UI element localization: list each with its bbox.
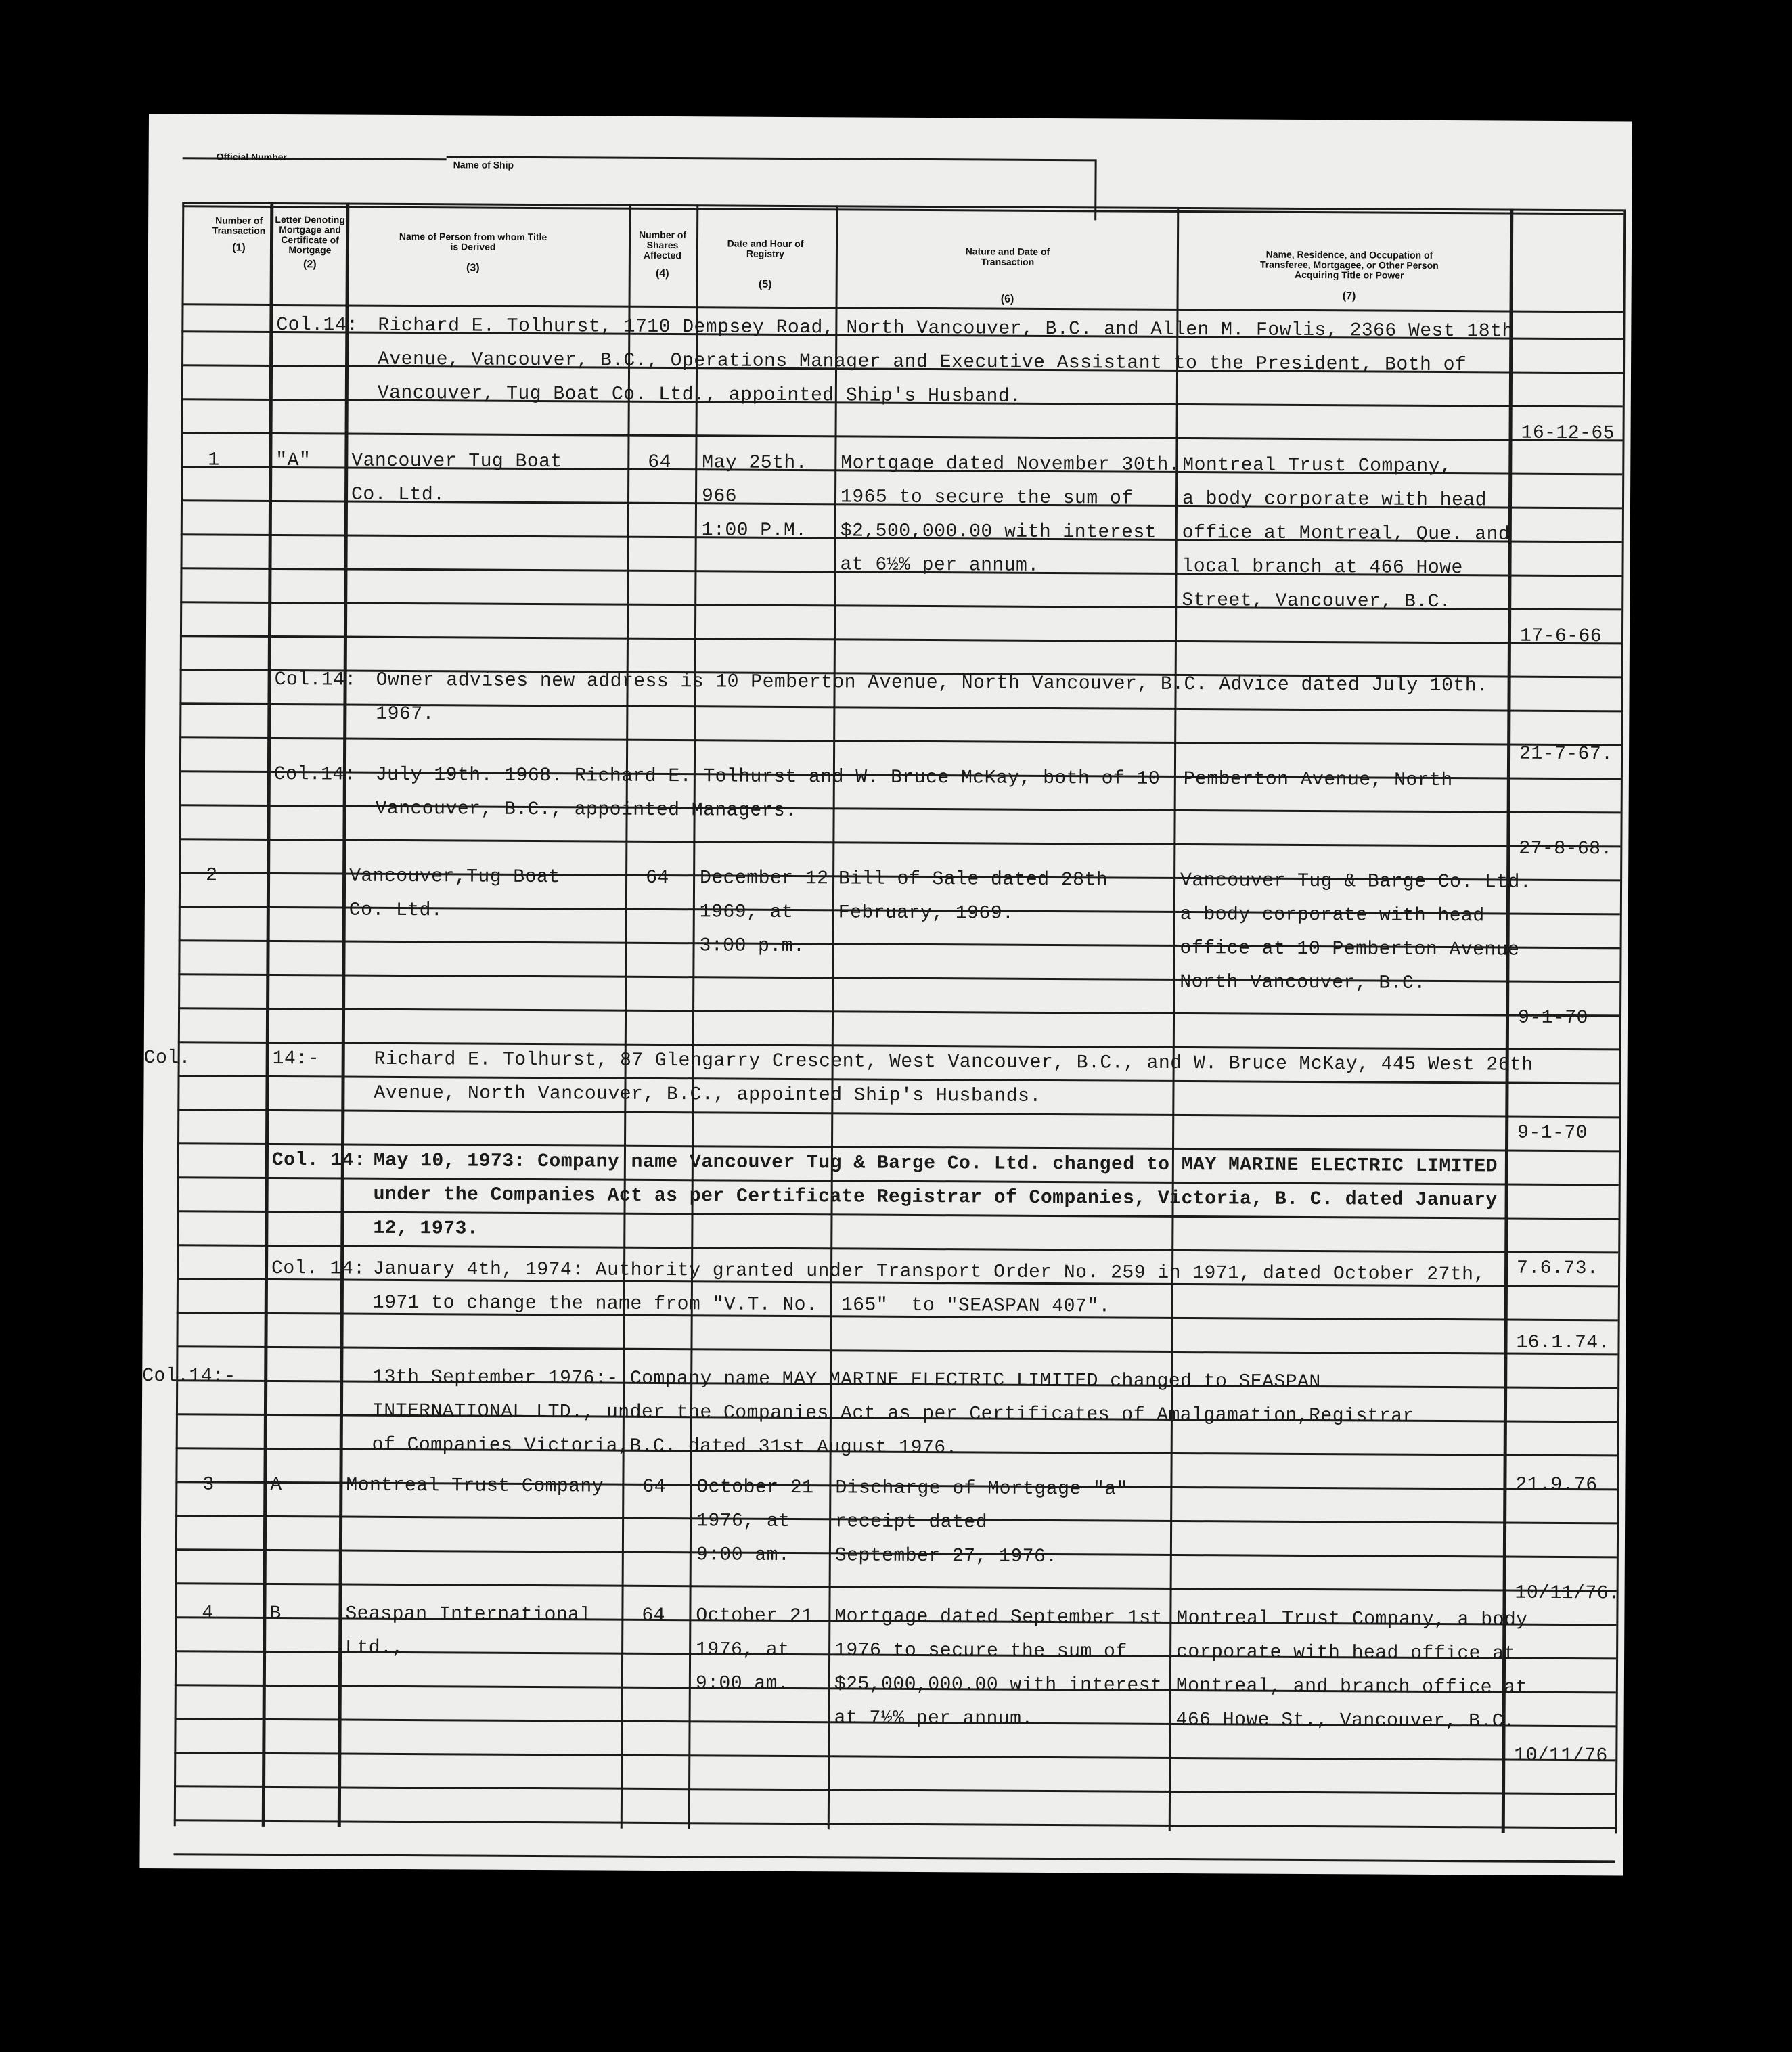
- registry-date: 1969, at: [699, 901, 794, 924]
- transferor-name: Seaspan International: [345, 1603, 591, 1626]
- transaction-nature: $2,500,000.00 with interest: [840, 520, 1157, 543]
- registry-date: December 12: [700, 868, 829, 890]
- transferee-details: North Vancouver, B.C.: [1180, 971, 1426, 994]
- transaction-nature: Discharge of Mortgage "a": [835, 1477, 1129, 1500]
- transferee-details: Montreal Trust Company,: [1182, 455, 1452, 478]
- transferee-details: a body corporate with head: [1180, 904, 1485, 927]
- rule-line: [179, 736, 1621, 746]
- transaction-nature: $25,000,000.00 with interest: [834, 1674, 1163, 1697]
- entry-text-line: INTERNATIONAL LTD., under the Companies Act as per Certificates of Amalgamation,Registrar: [372, 1400, 1414, 1427]
- entry-text-line: under the Companies Act as per Certificate Registrar of Companies, Victoria, B. C. dated January: [373, 1184, 1498, 1211]
- registry-date: 9:00 am.: [695, 1673, 790, 1695]
- rule-line: [177, 1109, 1619, 1118]
- entry-text-line: May 10, 1973: Company name Vancouver Tug & Barge Co. Ltd. changed to MAY MARINE ELECTRIC LIMITED: [373, 1150, 1498, 1178]
- transaction-number: 1: [208, 449, 220, 471]
- transaction-number: Col.: [143, 1047, 191, 1069]
- transferee-details: corporate with head office at: [1176, 1641, 1516, 1665]
- transferee-details: 466 Howe St., Vancouver, B.C.: [1175, 1709, 1516, 1733]
- rule-line: [180, 635, 1621, 644]
- transaction-nature: September 27, 1976.: [834, 1545, 1058, 1568]
- mortgage-letter: Col.14:: [274, 669, 357, 691]
- shares-affected: 64: [646, 867, 669, 889]
- registry-date: 966: [701, 486, 738, 508]
- mortgage-letter: Col. 14:: [271, 1257, 365, 1280]
- entry-text-line: 1971 to change the name from "V.T. No. 165" to "SEASPAN 407".: [372, 1292, 1111, 1318]
- shares-affected: 64: [642, 1605, 666, 1627]
- transaction-nature: at 6½% per annum.: [840, 554, 1039, 577]
- mortgage-letter: 14:-: [272, 1048, 319, 1070]
- rule-line: [177, 1244, 1618, 1253]
- transaction-number: 4: [202, 1603, 214, 1624]
- registry-date: 1976, at: [696, 1511, 790, 1532]
- transferee-details: Montreal Trust Company, a body: [1176, 1607, 1528, 1631]
- entry-text-line: Richard E. Tolhurst, 87 Glengarry Crescent, West Vancouver, B.C., and W. Bruce McKay, 445 West 26th: [374, 1048, 1533, 1076]
- transaction-nature: Bill of Sale dated 28th: [838, 868, 1108, 891]
- mortgage-letter: Col. 14:: [271, 1149, 366, 1172]
- official-number-label: Official Number: [216, 151, 287, 163]
- transferee-details: Montreal, and branch office at: [1175, 1675, 1528, 1699]
- transferee-details: a body corporate with head: [1182, 489, 1487, 512]
- transferor-name: Vancouver Tug Boat: [351, 450, 562, 473]
- transferee-details: Street, Vancouver, B.C.: [1182, 590, 1452, 613]
- rule-line: [175, 1582, 1617, 1592]
- rule-line: [179, 838, 1620, 847]
- entry-date: 21.9.76: [1515, 1474, 1598, 1496]
- column-header-4: Number of Shares Affected (4): [639, 229, 687, 280]
- entry-date: 27-8-68.: [1519, 838, 1613, 860]
- entry-text-line: January 4th, 1974: Authority granted under Transport Order No. 259 in 1971, dated October 27th,: [372, 1258, 1485, 1286]
- registry-date: 1976, at: [696, 1639, 790, 1661]
- column-header-5: Date and Hour of Registry (5): [727, 238, 804, 290]
- entry-date: 16.1.74.: [1516, 1332, 1611, 1354]
- mortgage-letter: Col.14:: [276, 314, 359, 336]
- entry-date: 21-7-67.: [1519, 743, 1613, 765]
- column-header-3: Name of Person from whom Title is Derived (3): [399, 230, 547, 274]
- registry-date: October 21: [696, 1605, 813, 1628]
- rule-line: [174, 1853, 1615, 1863]
- entry-date: 16-12-65: [1521, 422, 1615, 445]
- column-header-2: Letter Denoting Mortgage and Certificate of Mortgage (2): [275, 213, 345, 271]
- transferee-details: office at Montreal, Que. and: [1182, 522, 1510, 545]
- transaction-nature: February, 1969.: [838, 902, 1014, 924]
- registry-date: May 25th.: [702, 452, 808, 474]
- transferee-details: Vancouver Tug & Barge Co. Ltd.: [1180, 870, 1532, 893]
- column-header-7: Name, Residence, and Occupation of Transferee, Mortgagee, or Other Person Acquiring Title or Power (7): [1259, 248, 1439, 303]
- entry-date: 10/11/76: [1514, 1745, 1608, 1767]
- entry-text-line: Richard E. Tolhurst, 1710 Dempsey Road, North Vancouver, B.C. and Allen M. Fowlis, 2366 West 18th: [378, 315, 1514, 342]
- entry-date: 10/11/76.: [1515, 1582, 1621, 1605]
- entry-text-line: 1967.: [376, 703, 434, 726]
- entry-date: 9-1-70: [1517, 1122, 1588, 1144]
- transferor-name: Ltd.,: [345, 1637, 404, 1659]
- mortgage-letter: Col.14:: [273, 763, 357, 786]
- rule-line: [178, 1007, 1619, 1017]
- transaction-number: 3: [202, 1474, 215, 1496]
- mortgage-letter: B: [269, 1603, 282, 1625]
- entry-text-line: Vancouver, Tug Boat Co. Ltd., appointed Ship's Husband.: [377, 382, 1022, 407]
- transaction-number: 2: [206, 865, 218, 887]
- transaction-nature: 1965 to secure the sum of: [840, 487, 1134, 510]
- shares-affected: 64: [648, 451, 672, 474]
- transaction-nature: at 7½% per annum.: [834, 1708, 1033, 1730]
- rule-line: [447, 156, 1096, 161]
- transferor-name: Montreal Trust Company: [346, 1475, 604, 1498]
- rule-line: [174, 1819, 1615, 1829]
- shares-affected: 64: [642, 1476, 667, 1498]
- entry-text-line: 12, 1973.: [373, 1218, 479, 1240]
- rule-line: [174, 1752, 1615, 1761]
- entry-text-line: July 19th. 1968. Richard E. Tolhurst and W. Bruce McKay, both of 10 Pemberton Avenue, North: [375, 764, 1453, 792]
- rule-line: [174, 1785, 1615, 1795]
- ruled-lines: [149, 114, 1632, 121]
- column-header-6: Nature and Date of Transaction (6): [965, 246, 1050, 305]
- transferor-name: Co. Ltd.: [349, 899, 443, 922]
- transferee-details: office at 10 Pemberton Avenue: [1180, 937, 1520, 961]
- column-header-1: Number of Transaction (1): [212, 215, 266, 254]
- transaction-nature: receipt dated: [835, 1511, 988, 1534]
- mortgage-letter: A: [270, 1474, 282, 1496]
- rule-line: [182, 303, 1623, 313]
- entry-text-line: of Companies Victoria,B.C. dated 31st August 1976.: [372, 1434, 958, 1459]
- transferor-name: Co. Ltd.: [351, 484, 445, 506]
- mortgage-letter: "A": [275, 449, 311, 472]
- transferee-details: local branch at 466 Howe: [1182, 556, 1463, 579]
- registry-date: 1:00 P.M.: [701, 520, 807, 542]
- entry-date: 7.6.73.: [1517, 1257, 1599, 1280]
- register-page: [139, 114, 1632, 1875]
- entry-date: 17-6-66: [1519, 625, 1603, 648]
- rule-line: [176, 1345, 1617, 1355]
- registry-date: October 21: [696, 1477, 814, 1499]
- rule-line: [181, 432, 1623, 441]
- transaction-nature: Mortgage dated September 1st: [834, 1606, 1163, 1629]
- registry-date: 9:00 am.: [696, 1544, 790, 1566]
- entry-text-line: Avenue, Vancouver, B.C., Operations Manager and Executive Assistant to the President, Both of: [378, 349, 1467, 376]
- entry-text-line: Owner advises new address is 10 Pemberton Avenue, North Vancouver, B.C. Advice dated July 10th.: [376, 669, 1489, 697]
- transferor-name: Vancouver,Tug Boat: [349, 866, 560, 889]
- entry-date: 9-1-70: [1517, 1007, 1588, 1029]
- registry-date: 3:00 p.m.: [699, 935, 805, 958]
- transaction-nature: Mortgage dated November 30th.: [841, 453, 1181, 476]
- entry-text-line: Vancouver, B.C., appointed Managers.: [375, 798, 797, 822]
- entry-text-line: 13th September 1976:- Company name MAY MARINE ELECTRIC LIMITED changed to SEASPAN: [372, 1366, 1321, 1393]
- entry-text-line: Avenue, North Vancouver, B.C., appointed Ship's Husbands.: [374, 1082, 1041, 1107]
- name-of-ship-label: Name of Ship: [453, 159, 514, 171]
- transaction-nature: 1976 to secure the sum of: [834, 1640, 1127, 1663]
- transaction-number: Col.14:-: [142, 1365, 236, 1387]
